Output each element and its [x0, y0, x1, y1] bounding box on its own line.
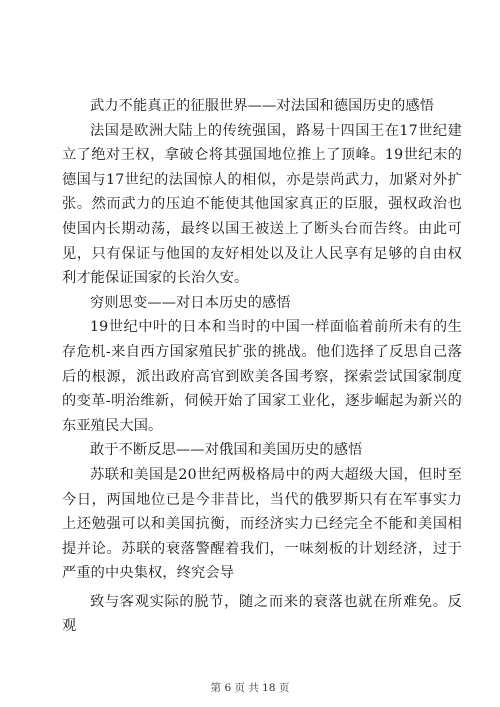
- paragraph-japan: 19世纪中叶的日本和当时的中国一样面临着前所未有的生存危机-来自西方国家殖民扩张的挑战。他们选择了反思自己落后的根源，派出政府高官到欧美各国考察，探索尝试国家制度的变革-明治维新，伺候开始了国家工业化，逐步崛起为新兴的东亚殖民大国。: [62, 319, 462, 434]
- page-footer: 第 6 页 共 18 页: [210, 682, 290, 694]
- section-heading-france-germany: 武力不能真正的征服世界——对法国和德国历史的感悟: [90, 98, 435, 114]
- paragraph-russia-usa: 苏联和美国是20世纪两极格局中的两大超级大国，但时至今日，两国地位已是今非昔比，当代的俄罗斯只有在军事实力上还勉强可以和美国抗衡，而经济实力已经完全不能和美国相提并论。苏联的衰落警醒着我们，一味刻板的计划经济，过于严重的中央集权，终究会导: [62, 466, 462, 582]
- document-body: [62, 94, 462, 639]
- section-heading-japan: 穷则思变——对日本历史的感悟: [90, 294, 291, 311]
- section-heading-russia-usa: 敢于不断反思——对俄国和美国历史的感悟: [90, 442, 363, 459]
- paragraph-france-germany: 法国是欧洲大陆上的传统强国，路易十四国王在17世纪建立了绝对王权，拿破仑将其强国地位推上了顶峰。19世纪末的德国与17世纪的法国惊人的相似，亦是崇尚武力，加紧对外扩张。然而武力的压迫不能使其他国家真正的臣服，强权政治也使国内长期动荡，最终以国王被送上了断头台而告终。由此可见，只有保证与他国的友好相处以及让人民享有足够的自由权利才能保证国家的长治久安。: [62, 122, 462, 287]
- paragraph-continuation: 致与客观实际的脱节，随之而来的衰落也就在所难免。反观: [62, 593, 462, 635]
